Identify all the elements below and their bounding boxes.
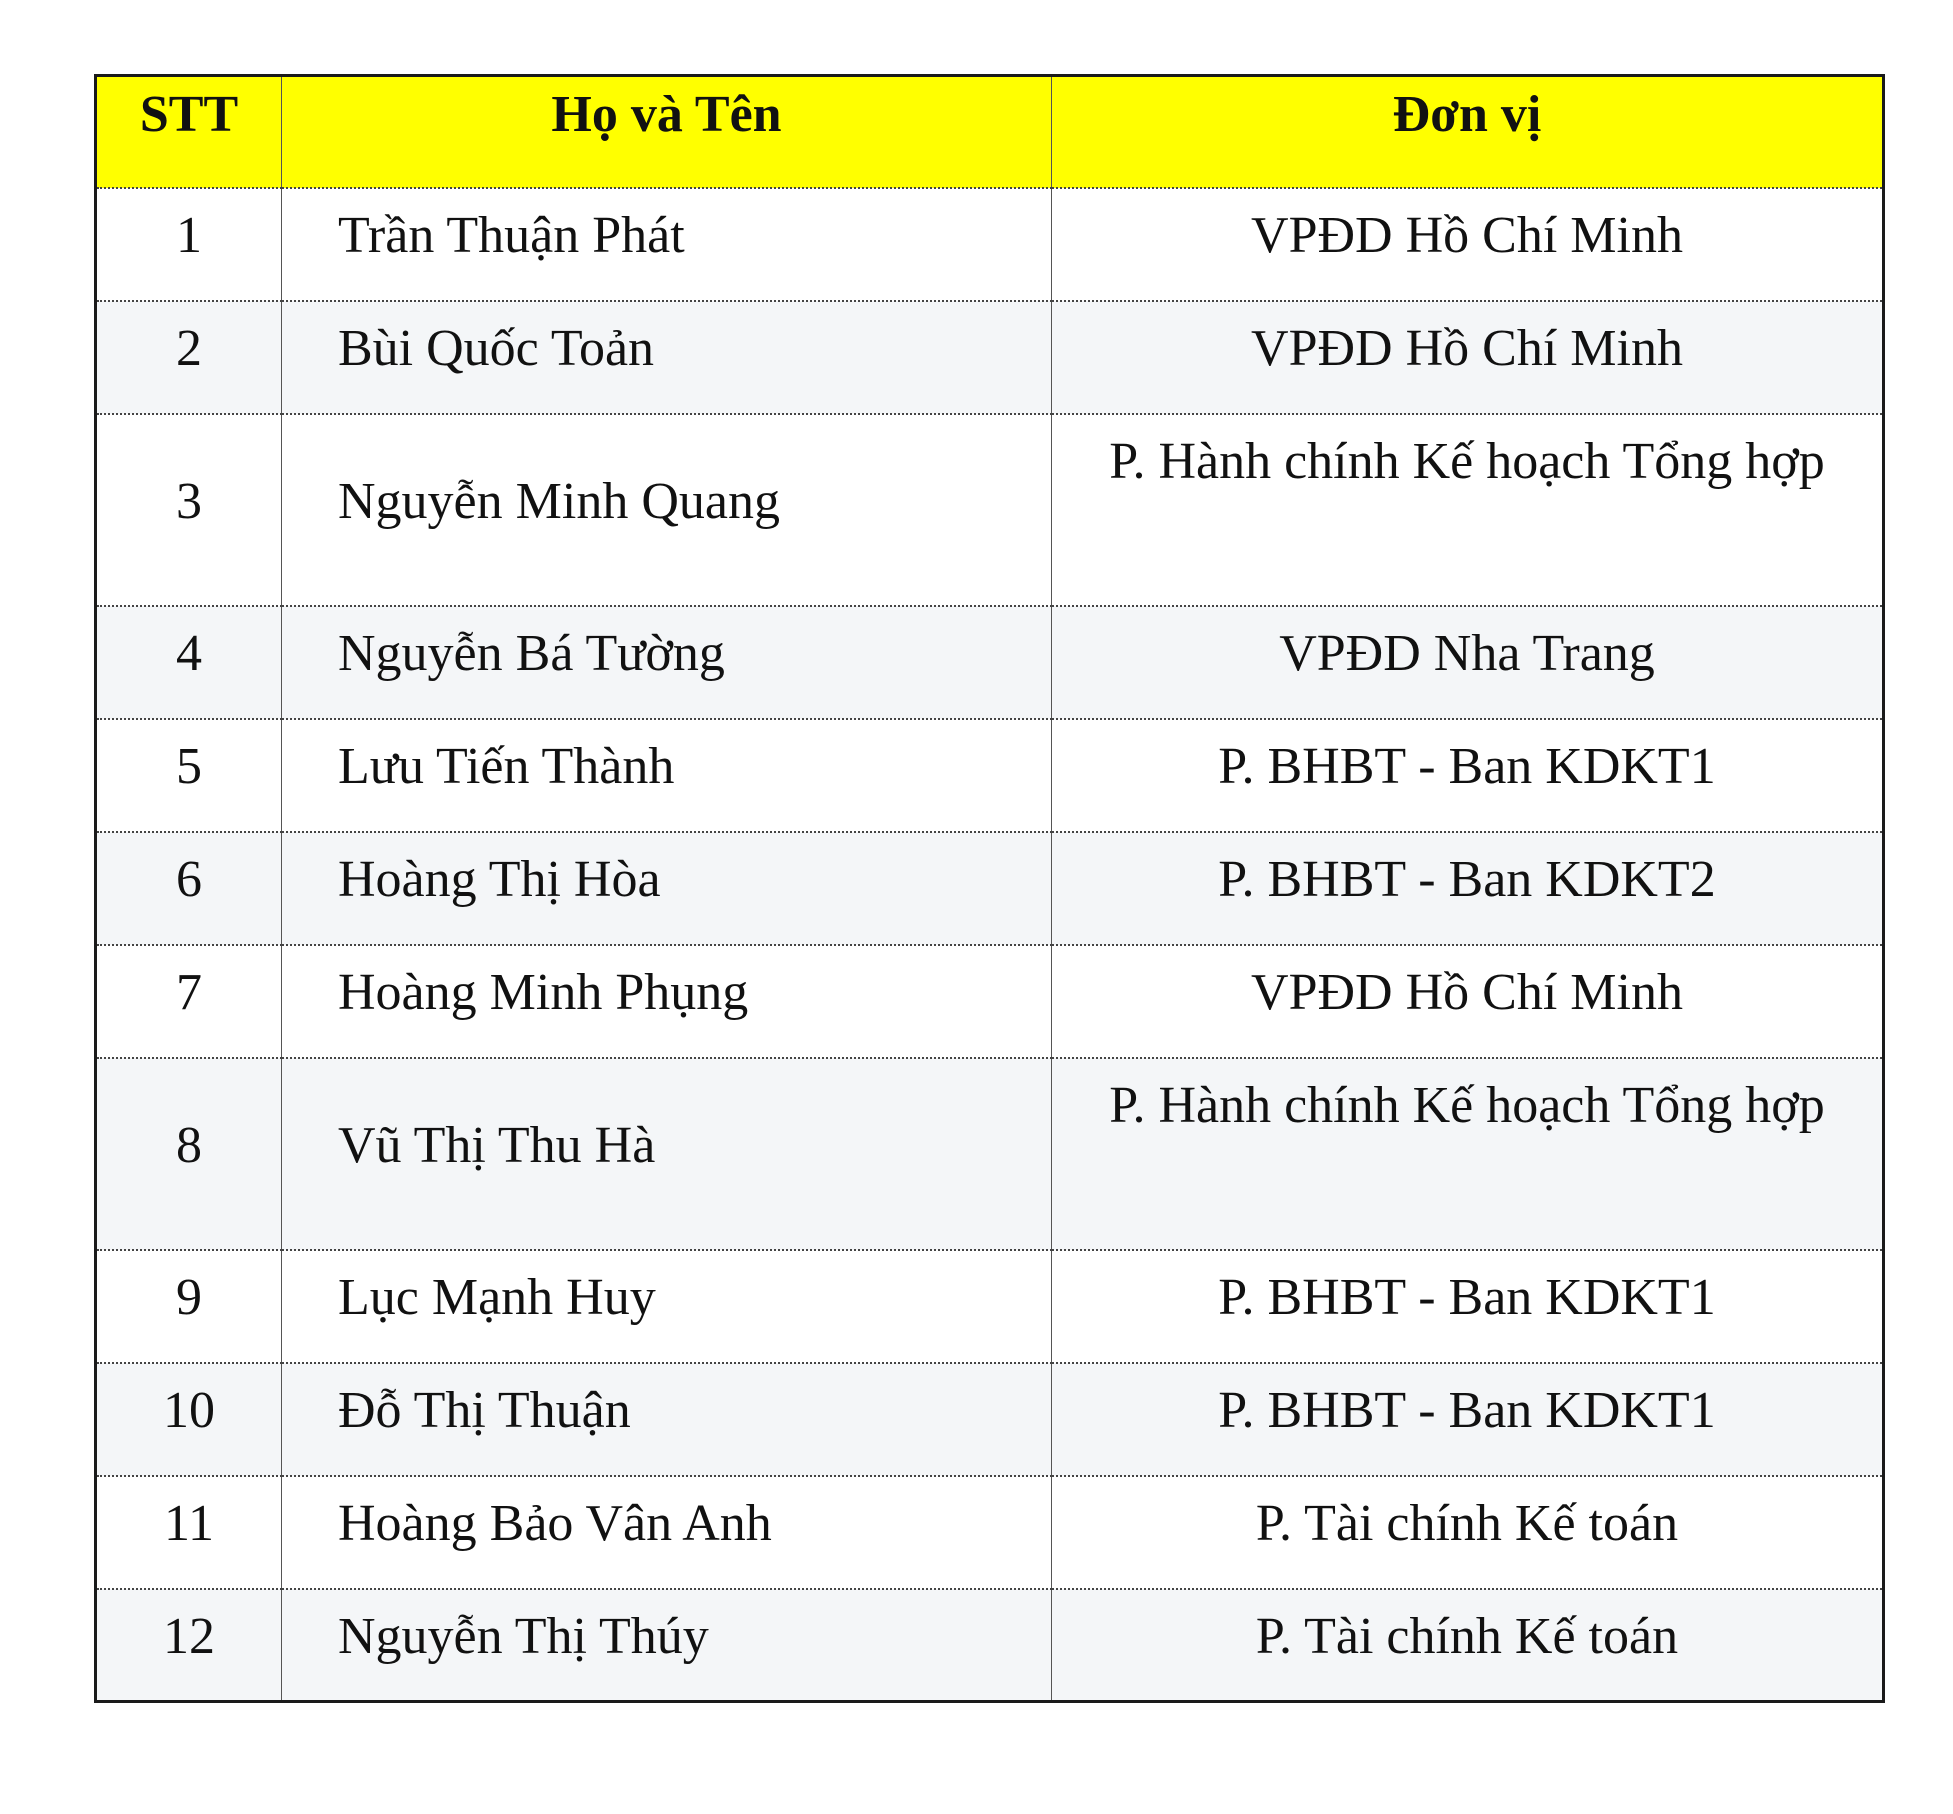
row-name: Đỗ Thị Thuận [282,1363,1052,1476]
table-row [96,1363,1884,1476]
row-unit: P. Hành chính Kế hoạch Tổng hợp [1052,1058,1884,1250]
row-name: Nguyễn Bá Tường [282,606,1052,719]
table-row [96,945,1884,1058]
row-unit: P. BHBT - Ban KDKT2 [1052,832,1884,945]
table-row [96,606,1884,719]
row-name: Vũ Thị Thu Hà [282,1058,1052,1250]
row-name: Lưu Tiến Thành [282,719,1052,832]
table-row [96,1058,1884,1250]
row-unit: VPĐD Hồ Chí Minh [1052,188,1884,301]
row-name: Nguyễn Minh Quang [282,414,1052,606]
table-row [96,832,1884,945]
row-stt: 9 [96,1250,282,1363]
row-stt: 3 [96,414,282,606]
header-row [96,76,1884,188]
staff-table [94,74,1885,1703]
row-stt: 12 [96,1589,282,1702]
row-name: Lục Mạnh Huy [282,1250,1052,1363]
row-stt: 4 [96,606,282,719]
row-stt: 8 [96,1058,282,1250]
table-row [96,414,1884,606]
row-stt: 5 [96,719,282,832]
row-name: Nguyễn Thị Thúy [282,1589,1052,1702]
row-unit: VPĐD Hồ Chí Minh [1052,945,1884,1058]
row-unit: P. BHBT - Ban KDKT1 [1052,1363,1884,1476]
row-stt: 2 [96,301,282,414]
header-name: Họ và Tên [282,76,1052,188]
table-row [96,301,1884,414]
row-stt: 6 [96,832,282,945]
table-row [96,1589,1884,1702]
row-stt: 1 [96,188,282,301]
row-name: Hoàng Bảo Vân Anh [282,1476,1052,1589]
table-row [96,188,1884,301]
row-unit: P. BHBT - Ban KDKT1 [1052,719,1884,832]
header-stt: STT [96,76,282,188]
row-name: Trần Thuận Phát [282,188,1052,301]
row-unit: VPĐD Nha Trang [1052,606,1884,719]
row-stt: 10 [96,1363,282,1476]
row-name: Hoàng Thị Hòa [282,832,1052,945]
row-unit: P. BHBT - Ban KDKT1 [1052,1250,1884,1363]
row-unit: VPĐD Hồ Chí Minh [1052,301,1884,414]
row-name: Bùi Quốc Toản [282,301,1052,414]
row-stt: 11 [96,1476,282,1589]
table-row [96,1250,1884,1363]
row-unit: P. Tài chính Kế toán [1052,1589,1884,1702]
row-unit: P. Hành chính Kế hoạch Tổng hợp [1052,414,1884,606]
row-name: Hoàng Minh Phụng [282,945,1052,1058]
table-row [96,719,1884,832]
header-unit: Đơn vị [1052,76,1884,188]
row-stt: 7 [96,945,282,1058]
row-unit: P. Tài chính Kế toán [1052,1476,1884,1589]
table-row [96,1476,1884,1589]
